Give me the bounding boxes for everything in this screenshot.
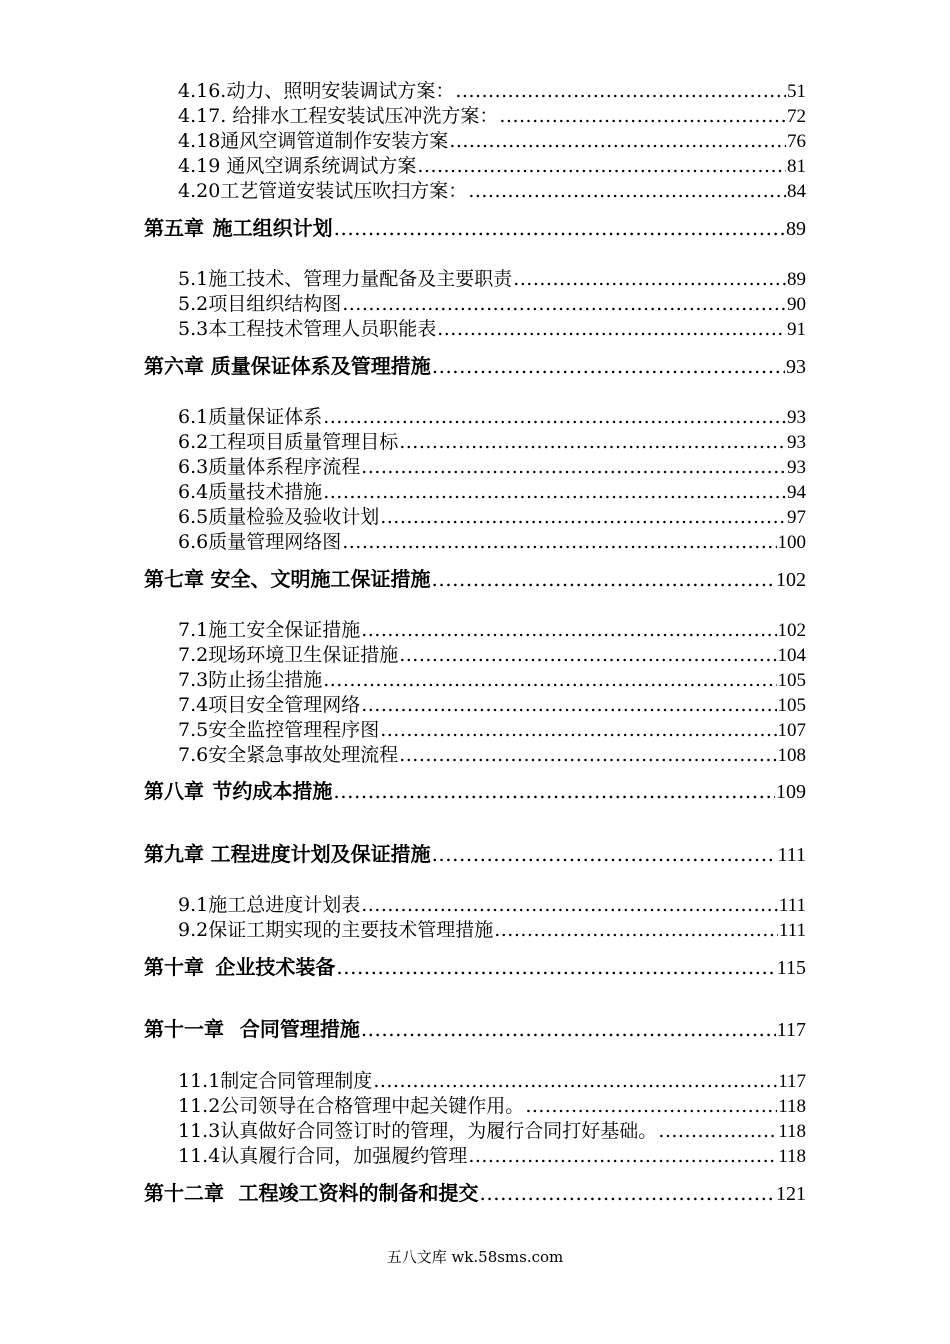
entry-title: 6.2工程项目质量管理目标 xyxy=(178,431,399,453)
toc-entry[interactable] xyxy=(178,642,806,668)
leader-dots xyxy=(658,1118,777,1144)
page-number: 102 xyxy=(776,569,806,591)
page-number: 118 xyxy=(778,1121,806,1142)
leader-dots xyxy=(437,316,786,342)
entry-title: 4.19 通风空调系统调试方案 xyxy=(178,155,417,177)
leader-dots xyxy=(494,917,778,943)
toc-entry[interactable] xyxy=(178,1068,806,1094)
page-number: 104 xyxy=(777,645,806,666)
chapter-title: 施工组织计划 xyxy=(212,216,333,240)
entry-title: 7.6安全紧急事故处理流程 xyxy=(178,744,399,766)
entry-title: 9.1施工总进度计划表 xyxy=(178,894,361,916)
toc-entry[interactable] xyxy=(178,316,806,342)
leader-dots xyxy=(361,617,776,643)
leader-dots xyxy=(417,153,786,179)
leader-dots xyxy=(373,1068,777,1094)
chapter-title: 工程进度计划及保证措施 xyxy=(210,842,431,866)
entry-title: 7.3防止扬尘措施 xyxy=(178,669,323,691)
entry-title: 6.3质量体系程序流程 xyxy=(178,456,361,478)
page-number: 97 xyxy=(787,507,806,528)
page-number: 89 xyxy=(786,218,806,240)
page-number: 118 xyxy=(778,1146,806,1167)
toc-entry[interactable] xyxy=(178,1118,806,1144)
leader-dots xyxy=(380,717,776,743)
page-number: 102 xyxy=(777,620,806,641)
toc-entry[interactable] xyxy=(178,178,806,204)
page-number: 109 xyxy=(776,781,806,803)
page-number: 111 xyxy=(778,895,806,916)
page-number: 105 xyxy=(777,670,806,691)
leader-dots xyxy=(455,78,786,104)
entry-title: 5.1施工技术、管理力量配备及主要职责 xyxy=(178,268,513,290)
page-number: 108 xyxy=(777,745,806,766)
entry-title: 7.4项目安全管理网络 xyxy=(178,694,361,716)
toc-entry[interactable] xyxy=(178,103,806,129)
page-number: 90 xyxy=(787,294,806,315)
toc-entry[interactable] xyxy=(178,617,806,643)
leader-dots xyxy=(361,892,778,918)
entry-title: 9.2保证工期实现的主要技术管理措施 xyxy=(178,919,494,941)
chapter-number: 第十章 xyxy=(144,955,204,979)
entry-title: 7.1施工安全保证措施 xyxy=(178,619,361,641)
chapter-number: 第六章 xyxy=(144,354,204,378)
leader-dots xyxy=(342,529,776,555)
toc-chapter[interactable] xyxy=(144,776,806,806)
page-number: 121 xyxy=(776,1183,806,1205)
toc-entry[interactable] xyxy=(178,1143,806,1169)
toc-entry[interactable] xyxy=(178,153,806,179)
toc-entry[interactable] xyxy=(178,529,806,555)
entry-title: 4.20工艺管道安装试压吹扫方案： xyxy=(178,180,468,202)
page-number: 81 xyxy=(787,156,806,177)
toc-chapter[interactable] xyxy=(144,952,806,982)
page-number: 111 xyxy=(778,920,806,941)
toc-entry[interactable] xyxy=(178,128,806,154)
leader-dots xyxy=(525,1093,777,1119)
toc-entry[interactable] xyxy=(178,892,806,918)
toc-chapter[interactable] xyxy=(144,351,806,381)
entry-title: 11.3认真做好合同签订时的管理，为履行合同打好基础。 xyxy=(178,1120,658,1142)
entry-title: 6.1质量保证体系 xyxy=(178,406,323,428)
leader-dots xyxy=(468,178,786,204)
leader-dots xyxy=(333,776,775,806)
leader-dots xyxy=(449,128,786,154)
page-number: 100 xyxy=(777,532,806,553)
page-number: 76 xyxy=(787,131,806,152)
page-number: 93 xyxy=(787,432,806,453)
page-number: 84 xyxy=(787,181,806,202)
toc-entry[interactable] xyxy=(178,742,806,768)
toc-entry[interactable] xyxy=(178,78,806,104)
page-number: 115 xyxy=(776,957,806,979)
entry-title: 7.5安全监控管理程序图 xyxy=(178,719,380,741)
leader-dots xyxy=(432,351,785,381)
leader-dots xyxy=(342,291,786,317)
entry-title: 4.17. 给排水工程安装试压冲洗方案： xyxy=(178,105,499,127)
toc-entry[interactable] xyxy=(178,692,806,718)
toc-chapter[interactable] xyxy=(144,213,806,243)
entry-title: 11.4认真履行合同，加强履约管理 xyxy=(178,1145,468,1167)
toc-entry[interactable] xyxy=(178,266,806,292)
toc-entry[interactable] xyxy=(178,504,806,530)
chapter-title: 节约成本措施 xyxy=(212,779,333,803)
toc-entry[interactable] xyxy=(178,404,806,430)
leader-dots xyxy=(432,839,777,869)
leader-dots xyxy=(361,692,776,718)
toc-entry[interactable] xyxy=(178,917,806,943)
entry-title: 7.2现场环境卫生保证措施 xyxy=(178,644,399,666)
chapter-title: 工程竣工资料的制备和提交 xyxy=(238,1181,479,1205)
leader-dots xyxy=(499,103,786,129)
chapter-number: 第七章 xyxy=(144,567,204,591)
page-number: 89 xyxy=(787,269,806,290)
entry-title: 11.2公司领导在合格管理中起关键作用。 xyxy=(178,1095,525,1117)
chapter-number: 第九章 xyxy=(144,842,204,866)
leader-dots xyxy=(361,454,786,480)
toc-chapter[interactable] xyxy=(144,1178,806,1208)
leader-dots xyxy=(468,1143,777,1169)
entry-title: 4.16.动力、照明安装调试方案： xyxy=(178,80,455,102)
page-number: 91 xyxy=(787,319,806,340)
chapter-number: 第八章 xyxy=(144,779,204,803)
toc-entry[interactable] xyxy=(178,479,806,505)
leader-dots xyxy=(399,642,776,668)
leader-dots xyxy=(399,429,786,455)
leader-dots xyxy=(334,213,785,243)
page-number: 94 xyxy=(787,482,806,503)
page-number: 93 xyxy=(787,407,806,428)
page-number: 93 xyxy=(787,457,806,478)
toc-entry[interactable] xyxy=(178,1093,806,1119)
toc-chapter[interactable] xyxy=(144,1014,806,1044)
entry-title: 4.18通风空调管道制作安装方案 xyxy=(178,130,449,152)
page-number: 117 xyxy=(778,1071,806,1092)
toc-chapter[interactable] xyxy=(144,564,806,594)
page-number: 118 xyxy=(778,1096,806,1117)
page-footer: 五八文库 wk.58sms.com xyxy=(386,1248,564,1266)
page-number: 51 xyxy=(787,81,806,102)
toc-entry[interactable] xyxy=(178,717,806,743)
toc-entry[interactable] xyxy=(178,429,806,455)
leader-dots xyxy=(380,504,786,530)
page-number: 117 xyxy=(776,1019,806,1041)
entry-title: 6.4质量技术措施 xyxy=(178,481,323,503)
page-number: 105 xyxy=(777,695,806,716)
chapter-number: 第五章 xyxy=(144,216,204,240)
leader-dots xyxy=(323,404,786,430)
toc-entry[interactable] xyxy=(178,291,806,317)
entry-title: 6.5质量检验及验收计划 xyxy=(178,506,380,528)
leader-dots xyxy=(336,952,775,982)
leader-dots xyxy=(513,266,786,292)
toc-entry[interactable] xyxy=(178,667,806,693)
leader-dots xyxy=(480,1178,776,1208)
toc-entry[interactable] xyxy=(178,454,806,480)
leader-dots xyxy=(323,479,786,505)
toc-chapter[interactable] xyxy=(144,839,806,869)
chapter-title: 安全、文明施工保证措施 xyxy=(210,567,431,591)
chapter-number: 第十二章 xyxy=(144,1181,224,1205)
leader-dots xyxy=(432,564,775,594)
page-number: 107 xyxy=(777,720,806,741)
chapter-title: 企业技术装备 xyxy=(215,955,336,979)
entry-title: 5.3本工程技术管理人员职能表 xyxy=(178,318,437,340)
entry-title: 11.1制定合同管理制度 xyxy=(178,1070,373,1092)
leader-dots xyxy=(361,1014,776,1044)
entry-title: 5.2项目组织结构图 xyxy=(178,293,342,315)
entry-title: 6.6质量管理网络图 xyxy=(178,531,342,553)
page-number: 111 xyxy=(777,844,806,866)
leader-dots xyxy=(399,742,776,768)
page-number: 93 xyxy=(786,356,806,378)
chapter-title: 质量保证体系及管理措施 xyxy=(210,354,431,378)
page-number: 72 xyxy=(787,106,806,127)
leader-dots xyxy=(323,667,776,693)
chapter-title: 合同管理措施 xyxy=(239,1017,360,1041)
chapter-number: 第十一章 xyxy=(144,1017,224,1041)
